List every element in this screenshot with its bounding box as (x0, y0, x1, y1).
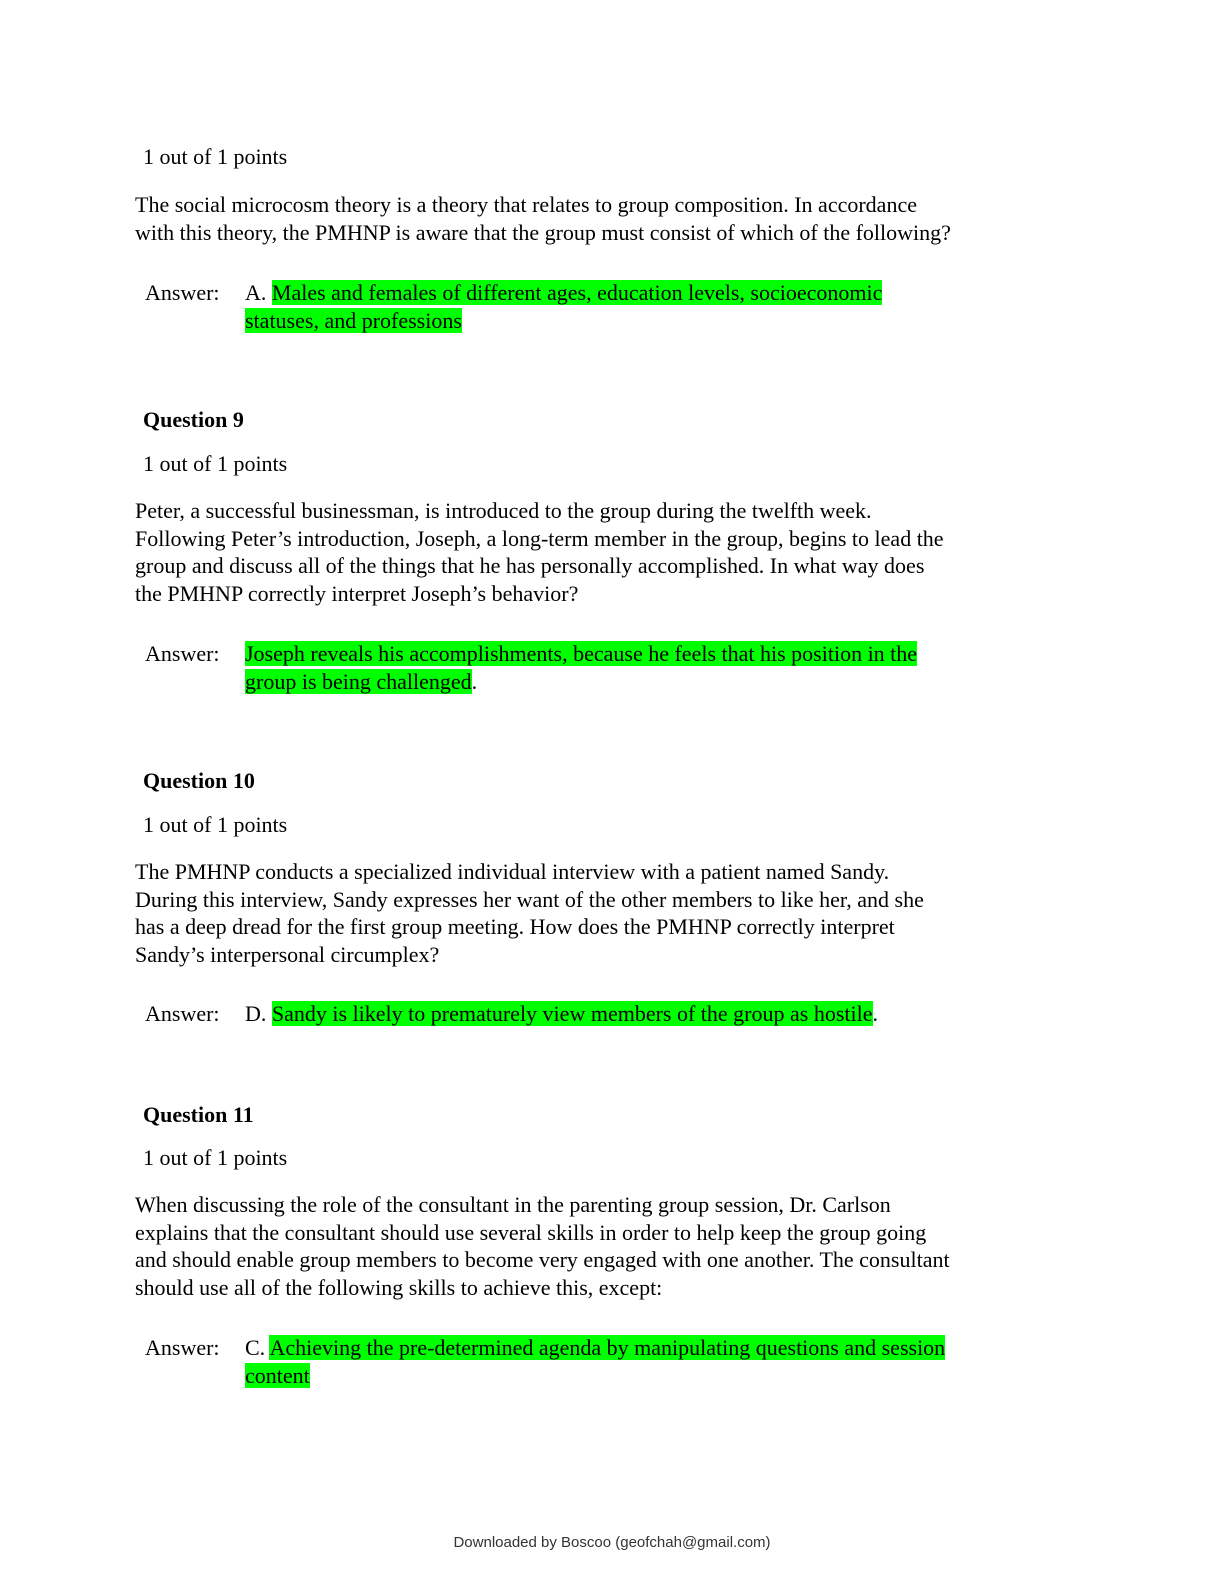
prompt-line: Following Peter’s introduction, Joseph, a long-term member in the group, begins to lead the (135, 525, 944, 551)
answer-highlight: Males and females of different ages, education levels, socioeconomic (271, 280, 883, 305)
answer-label: Answer: (145, 1335, 220, 1360)
points-label: 1 out of 1 points (143, 144, 288, 169)
prompt-line: and should enable group members to become very engaged with one another. The consultant (135, 1247, 950, 1272)
question-prompt (135, 1191, 1035, 1301)
answer-text (245, 279, 1025, 334)
answer-letter: C. (245, 1335, 270, 1360)
points-label: 1 out of 1 points (143, 812, 288, 837)
prompt-line: The PMHNP conducts a specialized individual interview with a patient named Sandy. (135, 859, 890, 884)
points-label: 1 out of 1 points (143, 451, 288, 476)
answer-letter: A. (245, 280, 272, 305)
answer-highlight: Achieving the pre-determined agenda by manipulating questions and session (269, 1335, 946, 1360)
question-prompt (135, 191, 1035, 246)
answer-highlight: statuses, and professions (245, 307, 462, 333)
answer-label: Answer: (145, 1001, 220, 1026)
question-title: Question 11 (143, 1102, 254, 1127)
prompt-line: Sandy’s interpersonal circumplex? (135, 941, 440, 967)
answer-tail: . (471, 668, 478, 694)
prompt-line: the PMHNP correctly interpret Joseph’s behavior? (135, 580, 579, 606)
question-prompt (135, 858, 1035, 968)
answer-text (245, 640, 1025, 695)
answer-label: Answer: (145, 641, 220, 666)
answer-tail: . (872, 1001, 878, 1026)
prompt-line: explains that the consultant should use several skills in order to help keep the group going (135, 1219, 927, 1245)
question-prompt (135, 497, 1035, 607)
answer-text (245, 1334, 1025, 1389)
answer-label: Answer: (145, 280, 220, 305)
prompt-line: The social microcosm theory is a theory that relates to group composition. In accordance (135, 192, 917, 217)
prompt-line: During this interview, Sandy expresses her want of the other members to like her, and she (135, 886, 924, 912)
answer-highlight: content (245, 1362, 310, 1388)
prompt-line: Peter, a successful businessman, is introduced to the group during the twelfth week. (135, 498, 872, 523)
answer-letter: D. (245, 1001, 272, 1026)
prompt-line: has a deep dread for the first group meeting. How does the PMHNP correctly interpret (135, 914, 895, 939)
answer-highlight: group is being challenged (245, 668, 472, 694)
question-title: Question 10 (143, 768, 255, 793)
question-title: Question 9 (143, 407, 244, 432)
prompt-line: should use all of the following skills to achieve this, except: (135, 1274, 663, 1300)
answer-text (245, 1000, 1025, 1028)
answer-highlight: Joseph reveals his accomplishments, because he feels that his position in the (245, 641, 918, 666)
prompt-line: When discussing the role of the consultant in the parenting group session, Dr. Carlson (135, 1192, 891, 1217)
points-label: 1 out of 1 points (143, 1145, 288, 1170)
prompt-line: with this theory, the PMHNP is aware that the group must consist of which of the following? (135, 219, 951, 245)
answer-highlight: Sandy is likely to prematurely view members of the group as hostile (271, 1001, 873, 1026)
download-footer: Downloaded by Boscoo (geofchah@gmail.com) (453, 1534, 771, 1551)
prompt-line: group and discuss all of the things that he has personally accomplished. In what way does (135, 553, 925, 578)
